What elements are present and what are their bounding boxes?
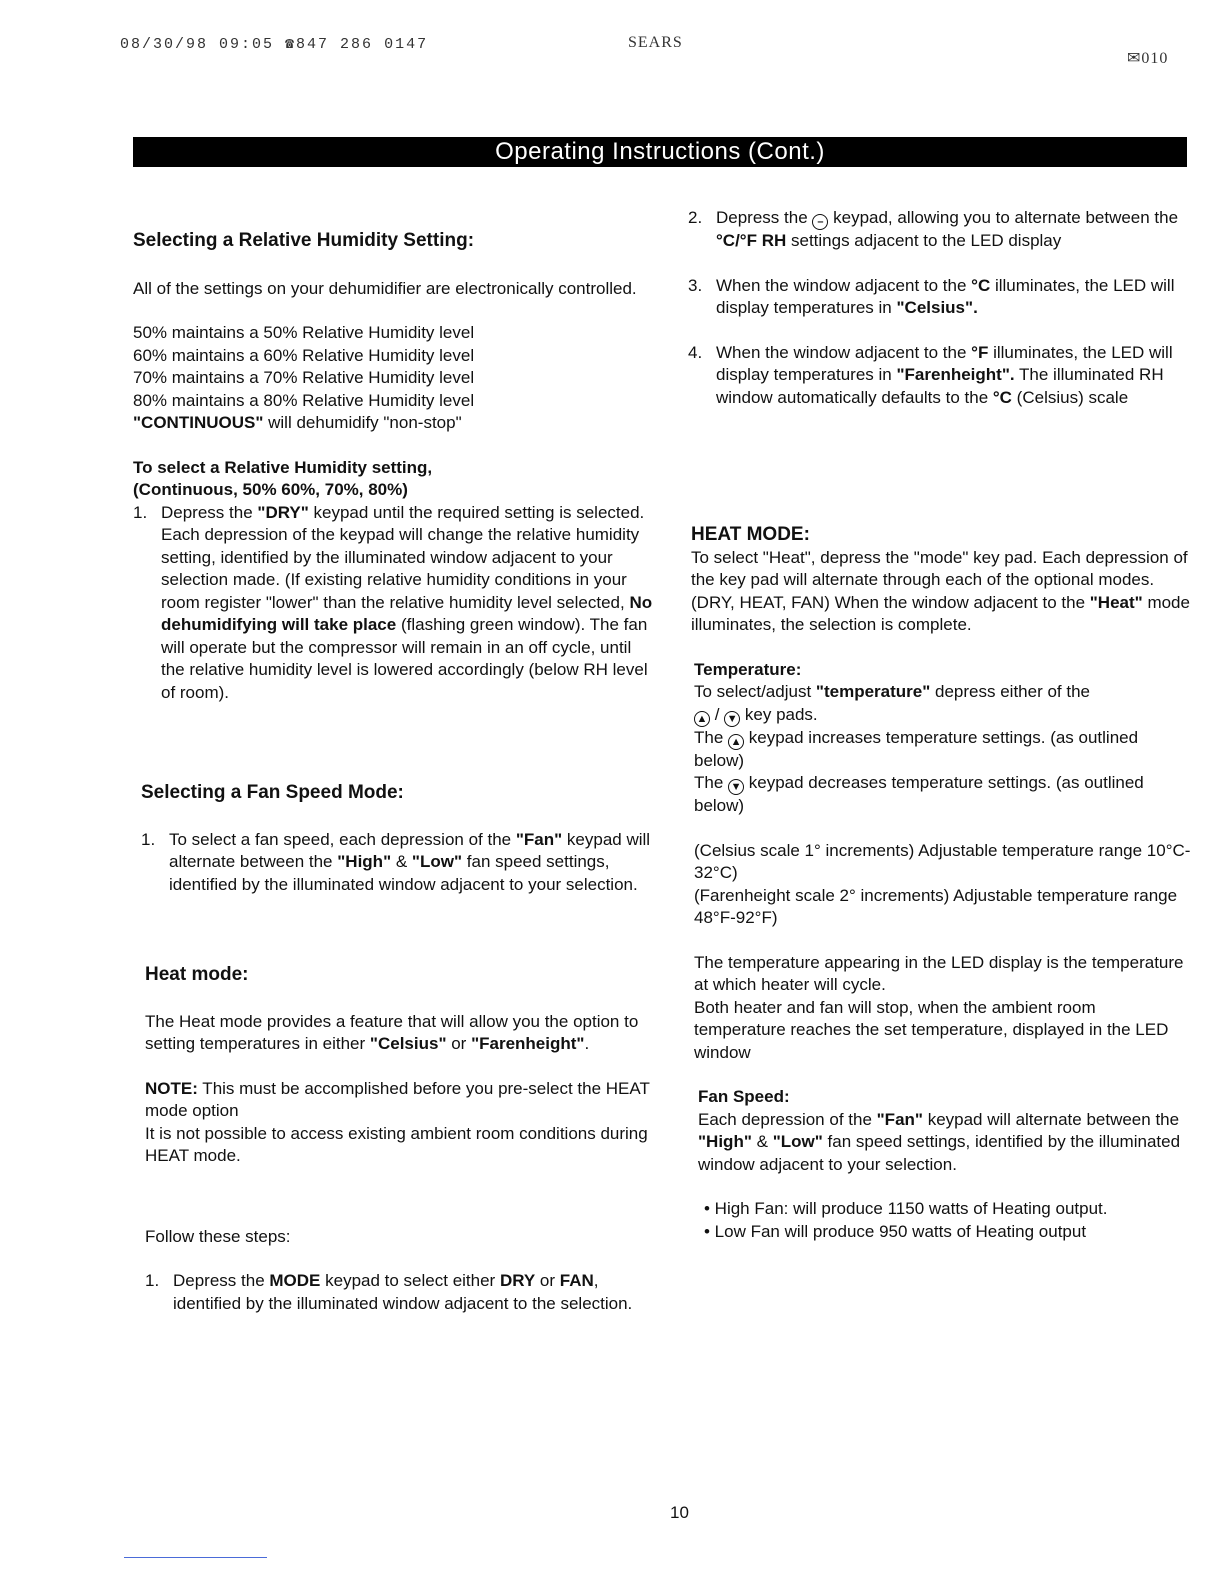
rh-level: 80% maintains a 80% Relative Humidity level: [133, 390, 475, 410]
step-text: , identified by the illuminated window adjacent to the selection.: [173, 1271, 633, 1313]
celsius-symbol: °C: [971, 275, 991, 295]
farenheight-range: (Farenheight scale 2° increments) Adjustable temperature range 48°F-92°F): [694, 885, 1178, 927]
heat-mode-text: [691, 547, 1191, 637]
fan-speed-body: Each depression of the: [698, 1109, 877, 1129]
temp-text: depress either of the: [930, 682, 1091, 701]
fan-keypad-label: "Fan": [876, 1109, 923, 1129]
heat-text: or: [446, 1034, 472, 1053]
fan-steps: [133, 829, 653, 897]
section-banner: Operating Instructions (Cont.): [133, 137, 1187, 167]
temperature-label: "temperature": [815, 682, 931, 701]
rh-intro: All of the settings on your dehumidifier are electronically controlled.: [133, 278, 637, 298]
up-key-icon: ▲: [694, 711, 710, 727]
heat-label: "Heat": [1089, 592, 1143, 612]
fax-icon: ✉: [1127, 50, 1142, 67]
fan-speed-heading: Fan Speed:: [698, 1087, 790, 1106]
down-key-icon: ▼: [724, 711, 740, 727]
step-2: [688, 207, 1188, 253]
temperature-down: [694, 772, 1191, 818]
heat-mode-body: To select "Heat", depress the "mode" key pad. Each depression of the key pad will alternate through each of the optional modes. (DRY, HEAT, FAN) When the window adjacent to the: [691, 547, 1188, 612]
step-text: Depress the: [161, 502, 258, 522]
fax-header-sender: SEARS: [628, 34, 683, 51]
step-text: To select a fan speed, each depression of the: [169, 829, 516, 849]
led-note-1: The temperature appearing in the LED display is the temperature at which heater will cycle.: [694, 952, 1184, 994]
celsius-label: "Celsius".: [896, 298, 978, 317]
farenheight-symbol: °F: [971, 342, 989, 362]
fan-keypad-label: "Fan": [515, 829, 563, 849]
step-text: (flashing green window). The fan will operate but the compressor will remain in an off cycle, until the relative humidity level is lowered accordingly (below RH level of room).: [161, 615, 648, 702]
dry-keypad-label: "DRY": [257, 502, 309, 522]
step-text: illuminates, the LED will display temperatures in: [716, 342, 1173, 384]
step-text: illuminates, the LED will display temperatures in: [716, 275, 1175, 317]
led-note-2: Both heater and fan will stop, when the ambient room temperature reaches the set temperature, displayed in the LED window: [694, 997, 1169, 1062]
step-3: [688, 275, 1188, 320]
no-dehumidifying-warning: No dehumidifying will take place: [161, 592, 653, 634]
mode-label: MODE: [269, 1271, 321, 1290]
temp-text: key pads.: [740, 704, 818, 724]
right-column: [688, 207, 1188, 409]
temperature-keys: ▲ / ▼ key pads.: [694, 704, 1191, 727]
celsius-label: "Celsius": [369, 1034, 447, 1053]
heat-mode-section: [691, 524, 1191, 1243]
footer-divider: [124, 1557, 267, 1558]
fax-header-left: 08/30/98 09:05 ☎847 286 0147: [120, 36, 429, 53]
continuous-text: will dehumidify "non-stop": [263, 413, 462, 432]
follow-steps: Follow these steps:: [145, 1226, 291, 1246]
fan-label: FAN: [559, 1271, 594, 1290]
step-number: 1.: [133, 502, 148, 522]
follow-steps-list: [145, 1270, 653, 1315]
low-label: "Low": [411, 852, 463, 871]
fan-speed-body: fan speed settings, identified by the illuminated window adjacent to your selection.: [698, 1132, 1181, 1174]
step-text: Depress the: [716, 208, 813, 227]
fan-step-1: [141, 829, 653, 897]
temp-text: The: [694, 727, 729, 747]
down-key-icon: ▼: [728, 779, 744, 795]
fan-heading: Selecting a Fan Speed Mode:: [141, 782, 404, 803]
step-text: keypad to select either: [320, 1271, 500, 1290]
heat-heading: Heat mode:: [145, 964, 249, 985]
rh-step-1: [133, 502, 653, 705]
step-text: keypad, allowing you to alternate between the: [828, 208, 1179, 227]
step-text: The illuminated RH window automatically defaults to the: [716, 365, 1164, 407]
fax-page-number: 010: [1141, 50, 1169, 67]
up-key-icon: ▲: [728, 734, 744, 750]
step-text: fan speed settings, identified by the illuminated window adjacent to your selection.: [169, 852, 638, 894]
follow-step-1: [145, 1270, 653, 1315]
step-text: (Celsius) scale: [1011, 387, 1129, 407]
right-steps: [688, 207, 1188, 409]
high-label: "High": [698, 1132, 752, 1151]
heat-mode-body: mode illuminates, the selection is complete.: [691, 592, 1190, 634]
rh-heading: Selecting a Relative Humidity Setting:: [133, 230, 475, 251]
rh-continuous: [133, 412, 653, 435]
note-2: It is not possible to access existing ambient room conditions during HEAT mode.: [145, 1123, 648, 1165]
step-number: 2.: [688, 208, 703, 227]
heat-mode-heading: HEAT MODE:: [691, 524, 810, 545]
step-text: When the window adjacent to the: [716, 342, 972, 362]
heat-intro: [145, 1011, 653, 1056]
low-label: "Low": [772, 1132, 823, 1151]
farenheight-label: "Farenheight".: [896, 365, 1015, 384]
step-text: or: [535, 1271, 560, 1290]
step-text: Depress the: [173, 1271, 270, 1290]
step-4: [688, 342, 1188, 410]
step-text: When the window adjacent to the: [716, 275, 972, 295]
fan-speed-body: &: [751, 1132, 773, 1151]
select-rh-title: To select a Relative Humidity setting,: [133, 457, 433, 477]
step-number: 1.: [141, 829, 156, 849]
rh-level: 60% maintains a 60% Relative Humidity level: [133, 345, 475, 365]
note-label: NOTE:: [145, 1078, 198, 1098]
step-text: settings adjacent to the LED display: [786, 231, 1062, 250]
temp-scale-key-icon: –: [812, 214, 828, 230]
step-text: keypad will alternate between the: [169, 829, 651, 871]
page-number: 10: [670, 1503, 689, 1522]
high-label: "High": [337, 852, 392, 871]
fan-speed-text: [698, 1109, 1191, 1177]
celsius-range: (Celsius scale 1° increments) Adjustable temperature range 10°C-32°C): [694, 840, 1191, 882]
step-text: &: [391, 852, 412, 871]
continuous-label: "CONTINUOUS": [133, 413, 264, 432]
step-number: 3.: [688, 275, 703, 295]
temperature-select: [694, 681, 1191, 704]
high-fan-output: • High Fan: will produce 1150 watts of Heating output.: [704, 1199, 1108, 1218]
dry-label: DRY: [499, 1271, 536, 1290]
heat-text: .: [584, 1034, 590, 1053]
rh-steps: [133, 502, 653, 705]
select-rh-options: (Continuous, 50% 60%, 70%, 80%): [133, 480, 408, 499]
step-number: 1.: [145, 1271, 160, 1290]
temp-text: The: [694, 773, 729, 792]
rh-levels-list: [133, 322, 653, 435]
fan-speed-body: keypad will alternate between the: [922, 1109, 1180, 1129]
heat-text: The Heat mode provides a feature that will allow you the option to setting temperatures in either: [145, 1011, 639, 1053]
step-text: keypad until the required setting is selected. Each depression of the keypad will change the relative humidity setting, identified by the illuminated window adjacent to your selection made. (If existing relative humidity conditions in your room register "lower" than the relative humidity level selected,: [161, 502, 645, 612]
temp-text: keypad decreases temperature settings. (as outlined below): [694, 773, 1144, 815]
celsius-symbol: °C: [992, 387, 1012, 407]
temperature-heading: Temperature:: [694, 659, 802, 679]
note-text: This must be accomplished before you pre-select the HEAT mode option: [145, 1078, 650, 1120]
farenheight-label: "Farenheight": [471, 1034, 585, 1053]
rh-level: 70% maintains a 70% Relative Humidity level: [133, 368, 475, 387]
left-column: [133, 230, 653, 1315]
temp-text: To select/adjust: [694, 682, 816, 701]
step-number: 4.: [688, 342, 703, 362]
rh-level: 50% maintains a 50% Relative Humidity level: [133, 323, 475, 342]
low-fan-output: • Low Fan will produce 950 watts of Heating output: [704, 1221, 1087, 1241]
fax-header-page: [1127, 48, 1168, 68]
temp-text: keypad increases temperature settings. (as outlined below): [694, 727, 1139, 770]
temperature-up: [694, 727, 1191, 773]
note: [145, 1078, 653, 1123]
cf-rh-label: °C/°F RH: [716, 231, 787, 250]
